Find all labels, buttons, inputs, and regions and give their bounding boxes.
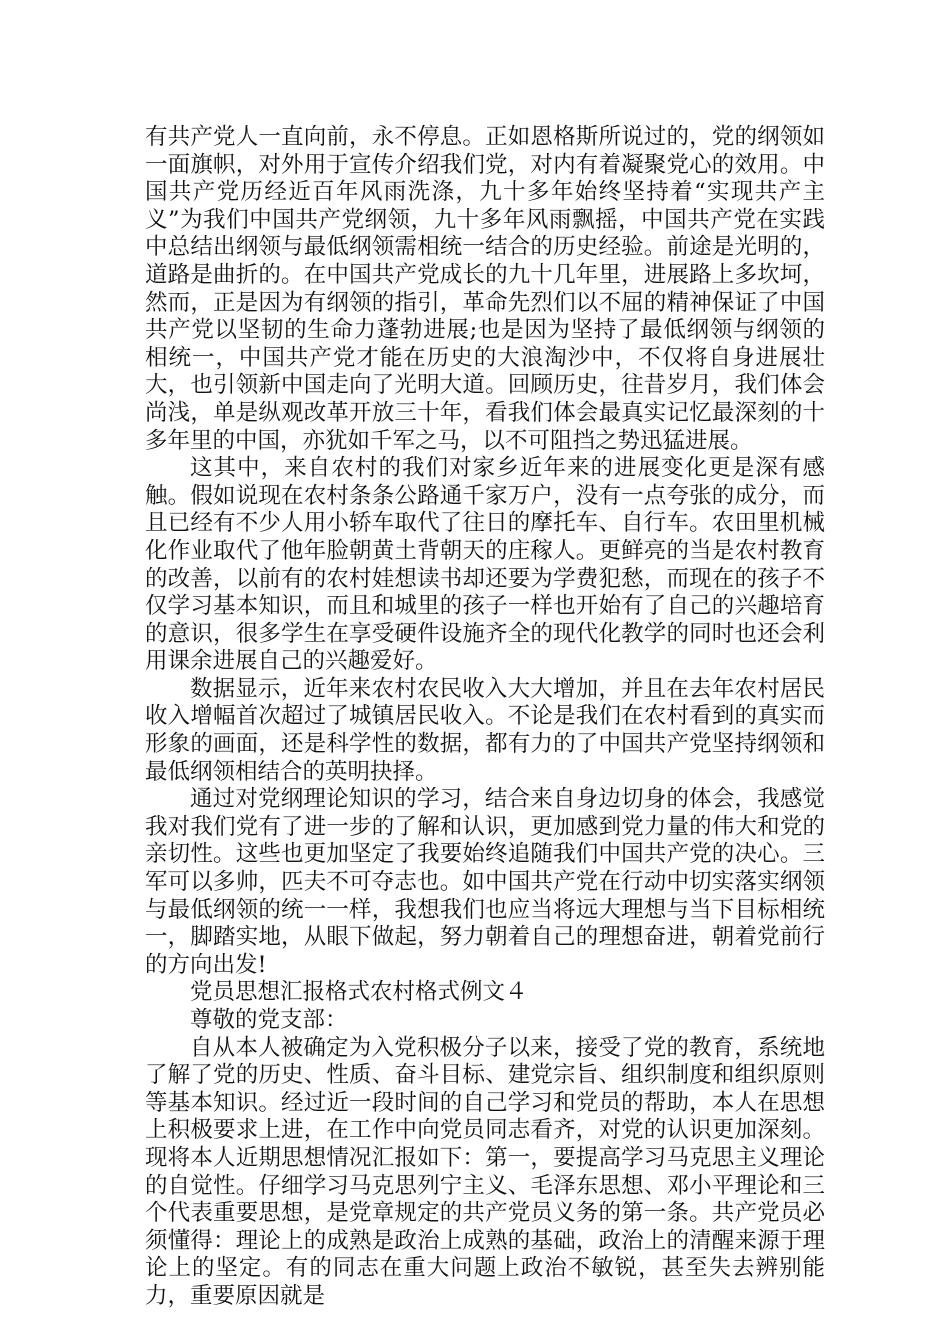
paragraph-2: 这其中，来自农村的我们对家乡近年来的进展变化更是深有感触。假如说现在农村条条公路通千家万户，没有一点夸张的成分，而且已经有不少人用小轿车取代了往日的摩托车、自行车。农田里机械化作业取代了他年脸朝黄土背朝天的庄稼人。更鲜亮的当是农村教育的改善，以前有的农村娃想读书却还要为学费犯愁，而现在的孩子不仅学习基本知识，而且和城里的孩子一样也开始有了自己的兴趣培育的意识，很多学生在享受硬件设施齐全的现代化教学的同时也还会利用课余进展自己的兴趣爱好。: [145, 455, 825, 675]
salutation: 尊敬的党支部：: [190, 1007, 348, 1033]
document-page: [145, 124, 825, 1311]
paragraph-1: 有共产党人一直向前，永不停息。正如恩格斯所说过的，党的纲领如一面旗帜，对外用于宣传介绍我们党，对内有着凝聚党心的效用。中国共产党历经近百年风雨洗涤，九十多年始终坚持着“实现共产主义”为我们中国共产党纲领，九十多年风雨飘摇，中国共产党在实践中总结出纲领与最低纲领需相统一结合的历史经验。前途是光明的，道路是曲折的。在中国共产党成长的九十几年里，进展路上多坎坷，然而，正是因为有纲领的指引，革命先烈们以不屈的精神保证了中国共产党以坚韧的生命力蓬勃进展;也是因为坚持了最低纲领与纲领的相统一，中国共产党才能在历史的大浪淘沙中，不仅将自身进展壮大，也引领新中国走向了光明大道。回顾历史，往昔岁月，我们体会尚浅，单是纵观改革开放三十年，看我们体会最真实记忆最深刻的十多年里的中国，亦犹如千军之马，以不可阻挡之势迅猛进展。: [145, 124, 825, 454]
paragraph-3: 数据显示，近年来农村农民收入大大增加，并且在去年农村居民收入增幅首次超过了城镇居民收入。不论是我们在农村看到的真实而形象的画面，还是科学性的数据，都有力的了中国共产党坚持纲领和最低纲领相结合的英明抉择。: [145, 675, 825, 785]
paragraph-5: 自从本人被确定为入党积极分子以来，接受了党的教育，系统地了解了党的历史、性质、奋斗目标、建党宗旨、组织制度和组织原则等基本知识。经过近一段时间的自己学习和党员的帮助，本人在思想上积极要求上进，在工作中向党员同志看齐，对党的认识更加深刻。现将本人近期思想情况汇报如下：第一，要提高学习马克思主义理论的自觉性。仔细学习马克思列宁主义、毛泽东思想、邓小平理论和三个代表重要思想，是党章规定的共产党员义务的第一条。共产党员必须懂得：理论上的成熟是政治上成熟的基础，政治上的清醒来源于理论上的坚定。有的同志在重大问题上政治不敏锐，甚至失去辨别能力，重要原因就是: [145, 1034, 825, 1309]
section-title: 党员思想汇报格式农村格式例文４: [190, 979, 528, 1006]
paragraph-4: 通过对党纲理论知识的学习，结合来自身边切身的体会，我感觉我对我们党有了进一步的了解和认识，更加感到党力量的伟大和党的亲切性。这些也更加坚定了我要始终追随我们中国共产党的决心。三军可以多帅，匹夫不可夺志也。如中国共产党在行动中切实落实纲领与最低纲领的统一一样，我想我们也应当将远大理想与当下目标相统一，脚踏实地，从眼下做起，努力朝着自己的理想奋进，朝着党前行的方向出发!: [145, 786, 825, 978]
